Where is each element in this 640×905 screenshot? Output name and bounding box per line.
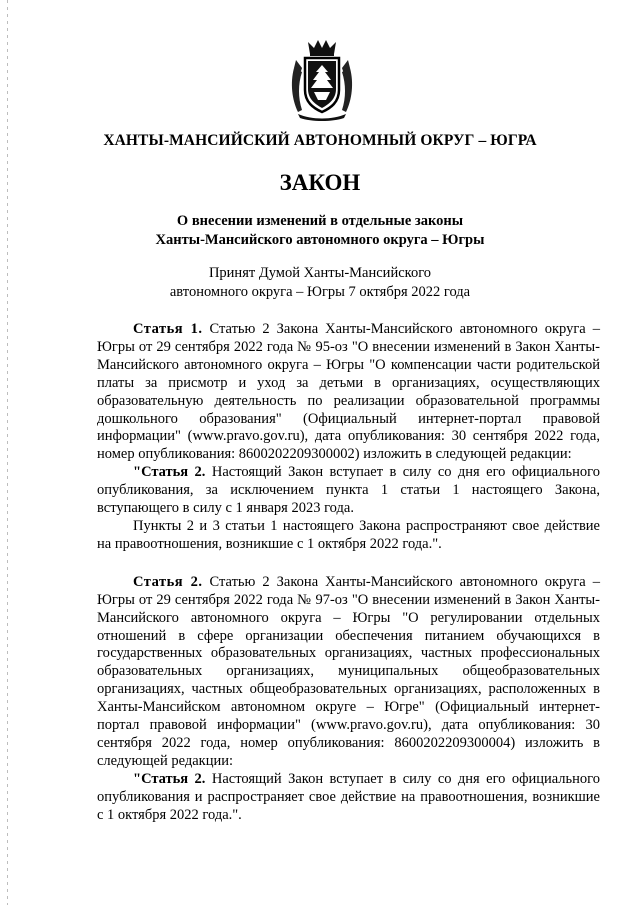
adoption-note-line-2: автономного округа – Югры 7 октября 2022 года [169,284,471,300]
article-1-quote-title: Статья 2. [141,464,206,481]
law-heading-line-1: О внесении изменений в отдельные законы [176,213,464,229]
law-heading-line-2: Ханты-Мансийского автономного округа – Югры [155,232,485,248]
article-1-quote-text: Настоящий Закон вступает в силу со дня его официального опубликования, за исключением пункта 1 статьи 1 настоящего Закона, вступающего в силу с 1 января 2023 года. [97,464,601,517]
article-1-title: Статья 1. [133,321,203,337]
article-1-paragraph [97,321,600,464]
article-1-quote-text-2: Пункты 2 и 3 статьи 1 настоящего Закона распространяют свое действие на правоотношения, возникшие с 1 октября 2022 года.". [97,517,600,552]
document-type-title: ЗАКОН [279,170,361,195]
coat-of-arms-emblem [288,38,356,122]
article-1-quote-open: " [133,464,142,481]
article-1-text: Статью 2 Закона Ханты-Мансийского автономного округа – Югры от 29 сентября 2022 года № 95-оз "О внесении изменений в Закон Ханты-Мансийского автономного округа – Югры "О компенсации части родительской платы за присмотр и уход за детьми в организациях, осуществляющих образовательную деятельность по реализации образовательной программы дошкольного образования" (Официальный интернет-портал правовой информации" (www.pravo.gov.ru), дата опубликования: 30 сентября 2022 года, номер опубликования: 8600202209300002) изложить в следующей редакции: [97,321,600,463]
article-1-quote-paragraph-2 [97,518,600,554]
law-body [97,321,600,824]
adoption-note-line-1: Принят Думой Ханты-Мансийского [208,265,432,281]
adoption-note [0,264,640,302]
article-2-quote-text: Настоящий Закон вступает в силу со дня его официального опубликования и распространяет свое действие на правоотношения, возникшие с 1 октября 2022 года.". [97,770,601,823]
article-2-paragraph [97,574,600,771]
article-spacer [97,554,600,574]
article-2-quote-paragraph [97,771,600,825]
article-2-quote-open: " [133,770,142,787]
article-2-quote-title: Статья 2. [141,770,206,787]
article-2-text: Статью 2 Закона Ханты-Мансийского автономного округа – Югры от 29 сентября 2022 года № 97-оз "О внесении изменений в Закон Ханты-Мансийского автономного округа – Югры "О регулировании отдельных отношений в сфере организации обеспечения питанием обучающихся в государственных образовательных организациях, частных профессиональных образовательных организациях, муниципальных общеобразовательных организациях, частных общеобразовательных организациях, расположенных в Ханты-Мансийском автономном округе – Югре" (Официальный интернет-портал правовой информации" (www.pravo.gov.ru), дата опубликования: 30 сентября 2022 года, номер опубликования: 8600202209300004) изложить в следующей редакции: [97,573,600,769]
article-2-title: Статья 2. [133,573,203,590]
law-heading [0,212,640,250]
article-1-quote-paragraph [97,464,600,518]
region-name: ХАНТЫ-МАНСИЙСКИЙ АВТОНОМНЫЙ ОКРУГ – ЮГРА [103,132,537,149]
